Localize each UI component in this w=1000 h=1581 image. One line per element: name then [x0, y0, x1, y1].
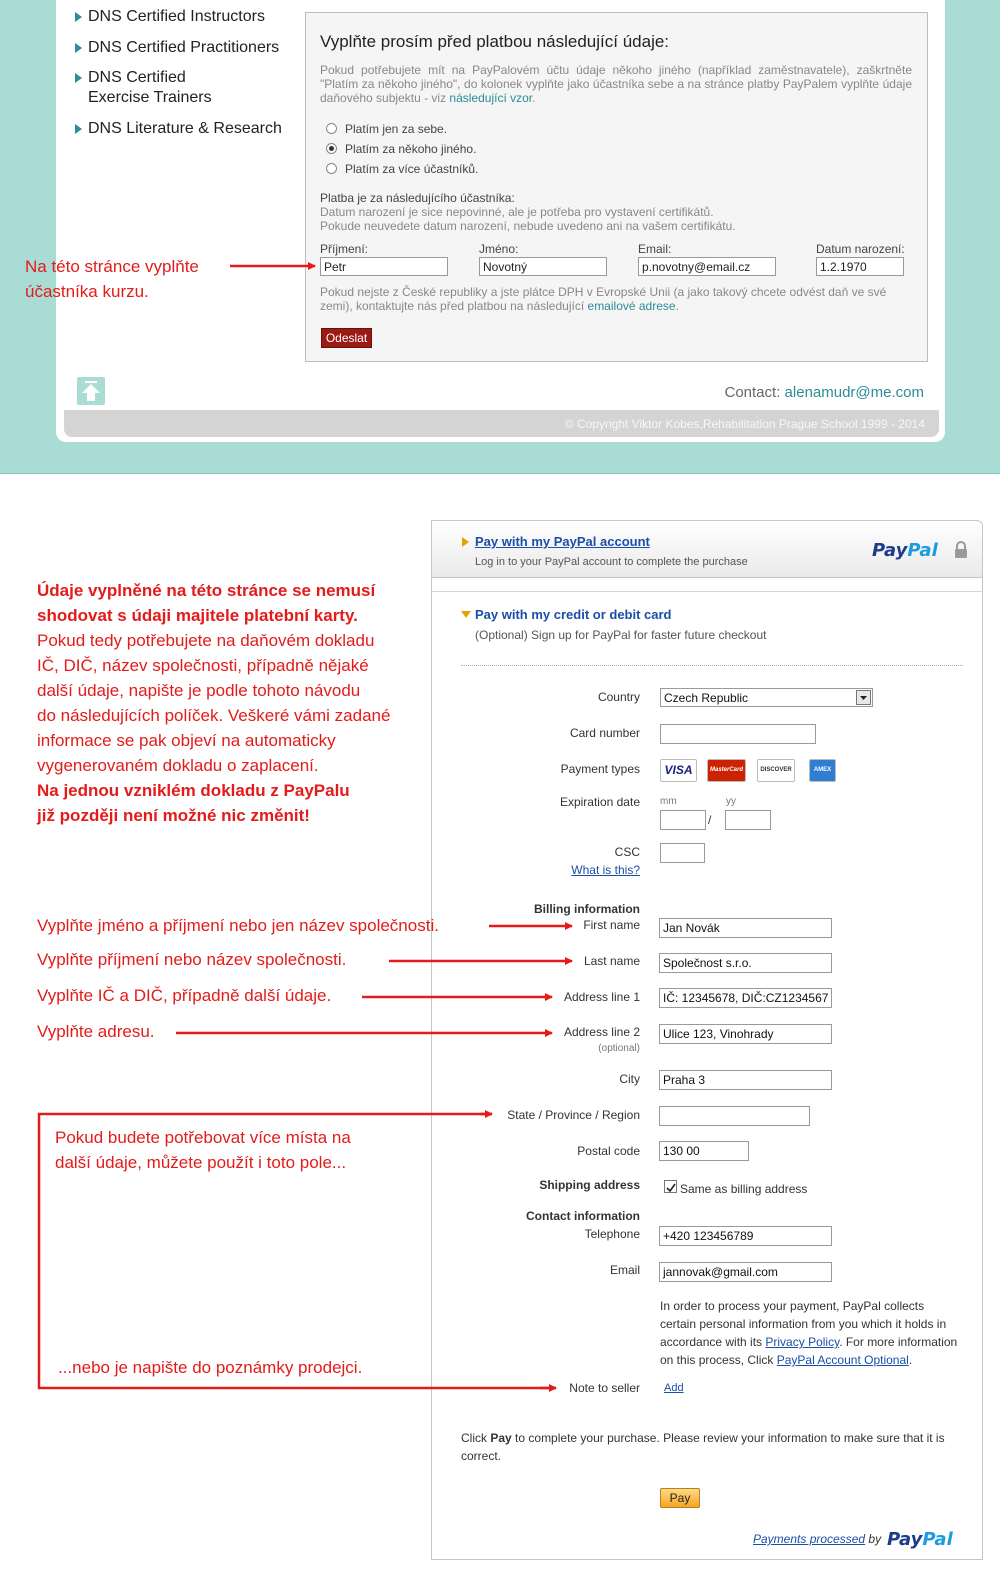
radio-pay-multiple[interactable]: Platím za více účastníků. [326, 162, 478, 176]
billing-heading: Billing information [534, 902, 640, 916]
date-separator: / [708, 813, 712, 827]
postal-code-input[interactable]: 130 00 [659, 1141, 749, 1161]
radio-pay-other[interactable]: Platím za někoho jiného. [326, 142, 476, 156]
nav-item-exercise-trainers[interactable]: DNS Certified Exercise Trainers [75, 68, 212, 108]
sample-link[interactable]: následující vzor [449, 91, 533, 105]
bracket-line [39, 1114, 556, 1388]
telephone-label: Telephone [584, 1227, 640, 1241]
email-label: Email: [638, 242, 672, 256]
pay-button[interactable]: Pay [660, 1488, 700, 1508]
card-number-label: Card number [569, 726, 640, 740]
copyright-text: © Copyright Viktor Kobes,Rehabilitation Prague School 1999 - 2014 [564, 417, 925, 431]
email-label: Email [609, 1263, 640, 1277]
account-subtitle: Log in to your PayPal account to complete the purchase [475, 556, 748, 568]
first-name-input[interactable]: Jan Novák [659, 918, 832, 938]
postal-code-label: Postal code [577, 1144, 640, 1158]
city-input[interactable]: Praha 3 [659, 1070, 832, 1090]
firstname-label: Jméno: [479, 242, 519, 256]
contact-heading: Contact information [526, 1209, 640, 1223]
annotation-fill-participant: Na této stránce vyplňte účastníka kurzu. [25, 257, 199, 301]
pay-with-card-title: Pay with my credit or debit card [475, 607, 672, 622]
first-name-label: First name [583, 918, 640, 932]
submit-button[interactable]: Odeslat [321, 328, 372, 348]
hint-state: Pokud budete potřebovat více místa na další údaje, můžete použít i toto pole... [55, 1128, 351, 1172]
hint-note: ...nebo je napište do poznámky prodejci. [58, 1358, 363, 1377]
same-as-billing-label: Same as billing address [680, 1182, 808, 1196]
paypal-logo-footer: PayPal [887, 1529, 953, 1550]
address1-label: Address line 1 [563, 990, 640, 1004]
hint-first-name: Vyplňte jméno a příjmení nebo jen název společnosti. [37, 916, 439, 935]
payments-processed-text: Payments processed by [753, 1532, 882, 1546]
participant-heading: Platba je za následujícího účastníka: [320, 191, 515, 205]
dob-label: Datum narození: [816, 242, 905, 256]
form-intro: Pokud potřebujete mít na PayPalovém účtu údaje někoho jiného (například zaměstnavatele), zaškrtněte "Platím za někoho jiného", do kolonek vyplňte jako účastníka sebe a na stránce platby PayPalem vyplňte údaje daňového subjektu - viz následující vzor. [320, 63, 912, 105]
month-hint: mm [660, 796, 677, 807]
privacy-policy-link[interactable]: Privacy Policy [765, 1335, 840, 1349]
last-name-input[interactable]: Společnost s.r.o. [659, 953, 832, 973]
payment-types-label: Payment types [560, 762, 640, 776]
card-subtitle: (Optional) Sign up for PayPal for faster future checkout [475, 628, 767, 642]
country-label: Country [597, 690, 640, 704]
payments-processed-link[interactable]: Payments processed [753, 1532, 866, 1546]
email-input[interactable]: jannovak@gmail.com [659, 1262, 832, 1282]
click-pay-text: Click Pay to complete your purchase. Please review your information to make sure that it is correct. [461, 1431, 945, 1463]
add-note-link[interactable]: Add [664, 1382, 684, 1394]
hint-last-name: Vyplňte příjmení nebo název společnosti. [37, 950, 347, 969]
contact-email-link[interactable]: alenamudr@me.com [784, 384, 924, 401]
dob-input[interactable]: 1.2.1970 [816, 257, 904, 276]
nav-item-practitioners[interactable]: DNS Certified Practitioners [75, 38, 279, 58]
hint-address2: Vyplňte adresu. [37, 1022, 155, 1041]
city-label: City [619, 1072, 640, 1086]
privacy-text: In order to process your payment, PayPal collects certain personal information from you which it holds in accordance with its Privacy Policy. For more information on this process, Click PayPal Account Optional. [660, 1299, 958, 1367]
state-label: State / Province / Region [507, 1108, 640, 1122]
account-optional-link[interactable]: PayPal Account Optional [776, 1353, 909, 1367]
telephone-input[interactable]: +420 123456789 [659, 1226, 832, 1246]
amex-icon: AMEX [809, 759, 836, 782]
nav-item-instructors[interactable]: DNS Certified Instructors [75, 7, 265, 27]
optional-hint: (optional) [598, 1043, 640, 1054]
expiration-label: Expiration date [559, 795, 640, 809]
annotation-warning: Údaje vyplněné na této stránce se nemusí shodovat s údaji majitele platební karty. Pokud tedy potřebujete na daňovém dokladu IČ, DIČ, název společnosti, případně nějaké další údaje, napište je podle tohoto návodu do následujících políček. Veškeré vámi zadané informace se pak objeví na automaticky vygenerovaném dokladu o zaplacení. Na jednou vzniklém dokladu z PayPalu již později není možné nic změnit! [37, 581, 391, 825]
vat-note: Pokud nejste z České republiky a jste plátce DPH v Evropské Unii (a jako takový chcete odvést daň ve své zemi), kontaktujte nás před platbou na následující emailové adrese. [320, 285, 887, 313]
firstname-input[interactable]: Novotný [479, 257, 607, 276]
participant-note: Datum narození je sice nepovinné, ale je potřeba pro vystavení certifikátů. Pokude neuvedete datum narození, nebude uvedeno ani na vašem certifikátu. [320, 205, 736, 233]
discover-icon: DISCOVER [757, 759, 795, 782]
pay-with-account-link[interactable]: Pay with my PayPal account [475, 534, 650, 549]
year-hint: yy [726, 796, 736, 807]
visa-icon: VISA [660, 759, 697, 782]
address2-input[interactable]: Ulice 123, Vinohrady [659, 1024, 832, 1044]
address1-input[interactable]: IČ: 12345678, DIČ:CZ1234567 [659, 988, 832, 1008]
mastercard-icon: MasterCard [707, 759, 746, 782]
email-address-link[interactable]: emailové adrese [587, 299, 676, 313]
surname-input[interactable]: Petr [320, 257, 448, 276]
radio-pay-self[interactable]: Platím jen za sebe. [326, 122, 447, 136]
address2-label: Address line 2 [563, 1025, 640, 1039]
csc-help-link[interactable]: What is this? [571, 863, 640, 877]
last-name-label: Last name [583, 954, 640, 968]
email-input[interactable]: p.novotny@email.cz [638, 257, 776, 276]
form-title: Vyplňte prosím před platbou následující údaje: [320, 32, 670, 51]
shipping-address-label: Shipping address [539, 1178, 640, 1192]
surname-label: Příjmení: [320, 242, 369, 256]
csc-label: CSC [614, 845, 640, 859]
paypal-logo: PayPal [872, 540, 938, 561]
hint-address1: Vyplňte IČ a DIČ, případně další údaje. [37, 986, 332, 1005]
note-to-seller-label: Note to seller [569, 1381, 640, 1395]
contact-info: Contact: alenamudr@me.com [724, 384, 924, 401]
country-select[interactable]: Czech Republic [660, 688, 873, 707]
nav-item-literature[interactable]: DNS Literature & Research [75, 119, 282, 139]
